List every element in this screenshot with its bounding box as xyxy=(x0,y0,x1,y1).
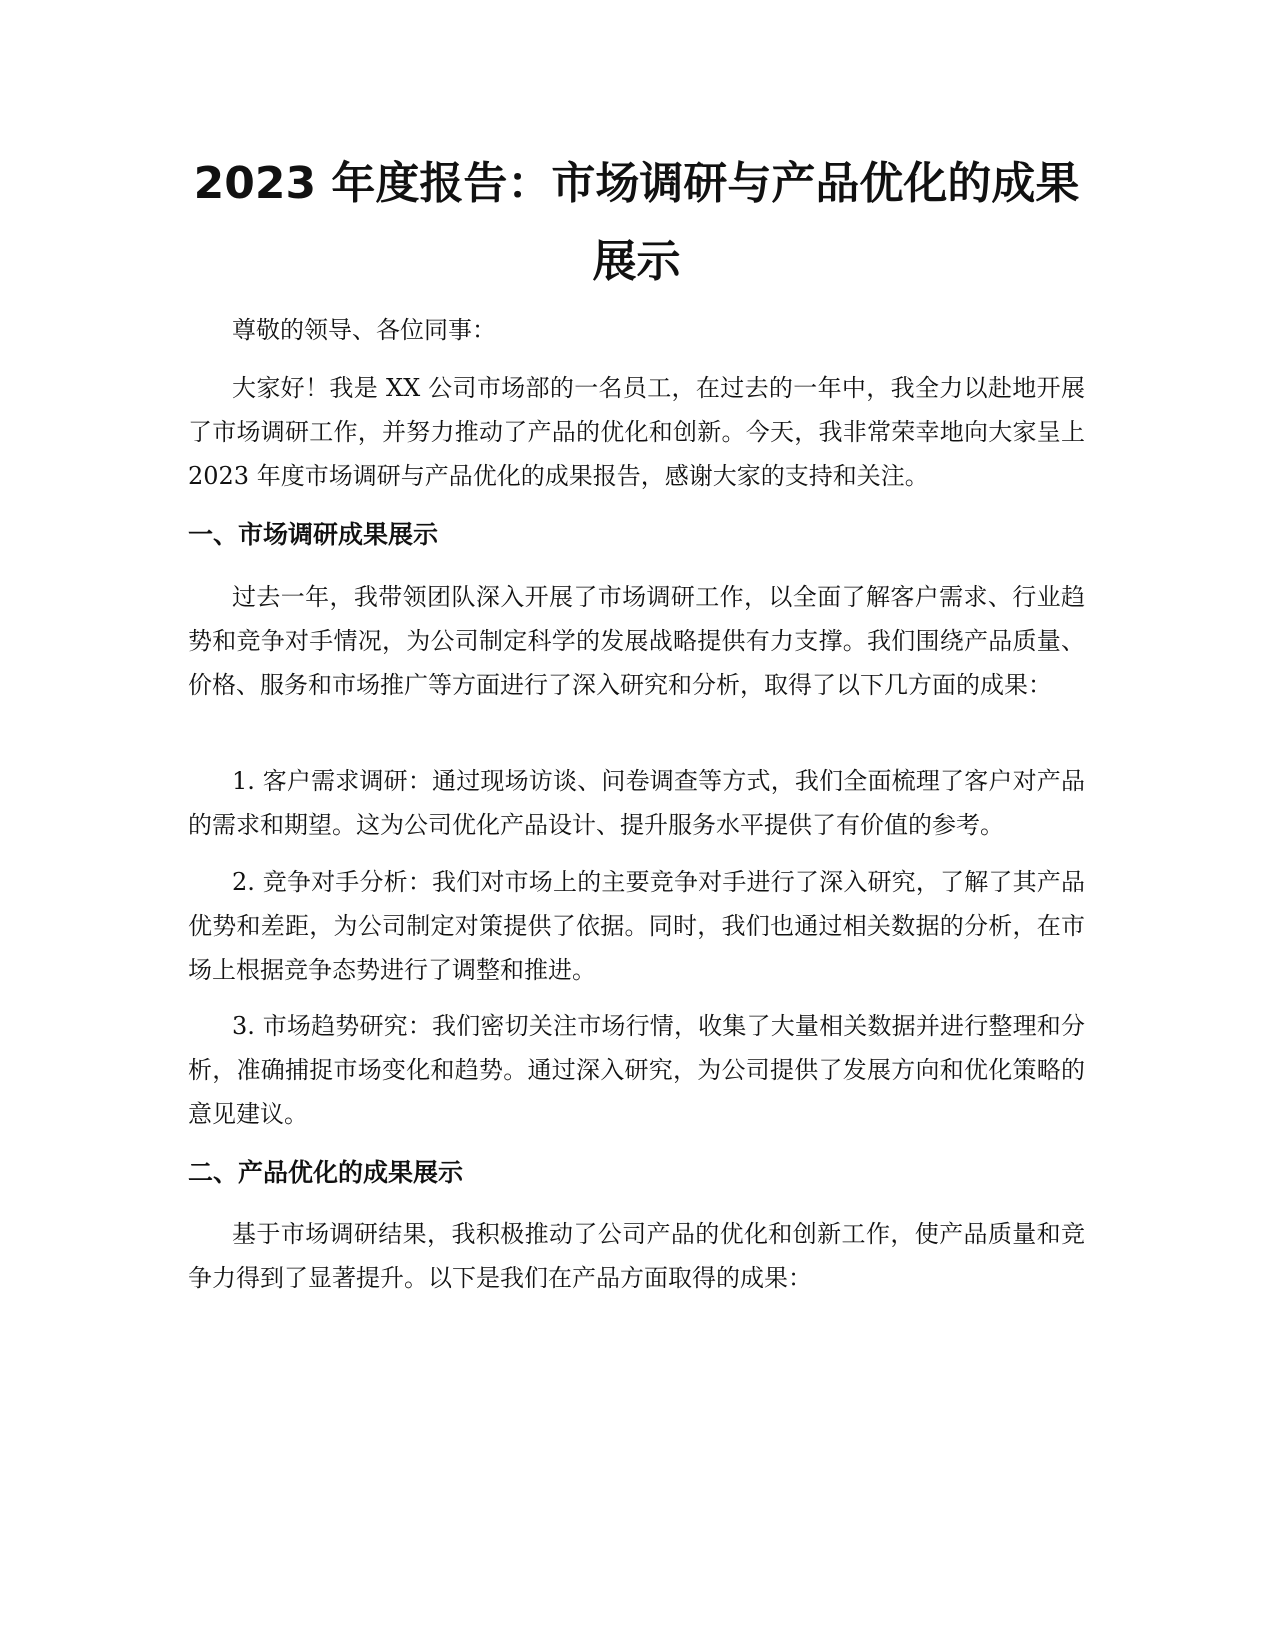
document-title: 2023 年度报告：市场调研与产品优化的成果展示 xyxy=(193,158,1080,287)
section-1-item-1: 1. 客户需求调研：通过现场访谈、问卷调查等方式，我们全面梳理了客户对产品的需求和期望。这为公司优化产品设计、提升服务水平提供了有价值的参考。 xyxy=(188,767,1085,839)
section-1-body: 过去一年，我带领团队深入开展了市场调研工作，以全面了解客户需求、行业趋势和竞争对手情况，为公司制定科学的发展战略提供有力支撑。我们围绕产品质量、价格、服务和市场推广等方面进行了深入研究和分析，取得了以下几方面的成果： xyxy=(188,583,1085,699)
section-2-body: 基于市场调研结果，我积极推动了公司产品的优化和创新工作，使产品质量和竞争力得到了显著提升。以下是我们在产品方面取得的成果： xyxy=(188,1220,1085,1292)
intro-paragraph: 大家好！我是 XX 公司市场部的一名员工，在过去的一年中，我全力以赴地开展了市场调研工作，并努力推动了产品的优化和创新。今天，我非常荣幸地向大家呈上 2023 年度市场调研与产品优化的成果报告，感谢大家的支持和关注。 xyxy=(188,374,1085,490)
section-2-heading: 二、产品优化的成果展示 xyxy=(188,1158,464,1187)
greeting-paragraph: 尊敬的领导、各位同事： xyxy=(232,316,496,344)
section-1-item-2: 2. 竞争对手分析：我们对市场上的主要竞争对手进行了深入研究，了解了其产品优势和差距，为公司制定对策提供了依据。同时，我们也通过相关数据的分析，在市场上根据竞争态势进行了调整和推进。 xyxy=(188,868,1085,984)
section-1-heading: 一、市场调研成果展示 xyxy=(188,520,439,549)
section-1-item-3: 3. 市场趋势研究：我们密切关注市场行情，收集了大量相关数据并进行整理和分析，准确捕捉市场变化和趋势。通过深入研究，为公司提供了发展方向和优化策略的意见建议。 xyxy=(188,1012,1085,1128)
